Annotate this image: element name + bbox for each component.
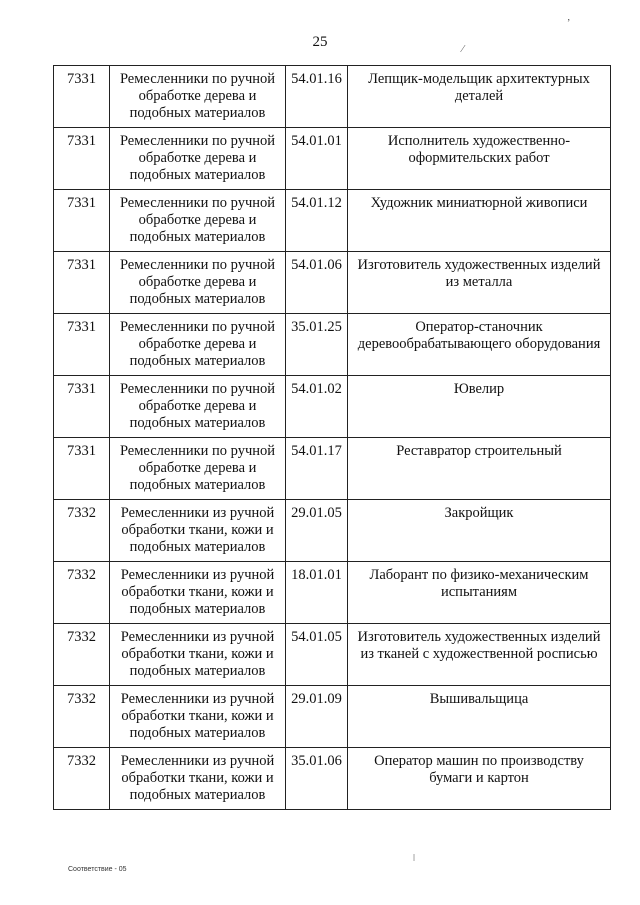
occupation-group-cell: Ремесленники по ручной обработке дерева и подобных материалов — [110, 314, 286, 376]
occupation-group-cell: Ремесленники по ручной обработке дерева и подобных материалов — [110, 190, 286, 252]
occupation-group-cell: Ремесленники из ручной обработки ткани, кожи и подобных материалов — [110, 562, 286, 624]
occupation-code-cell: 7331 — [54, 314, 110, 376]
occupation-group-cell: Ремесленники из ручной обработки ткани, кожи и подобных материалов — [110, 500, 286, 562]
profession-name-cell: Изготовитель художественных изделий из тканей с художественной росписью — [348, 624, 611, 686]
occupation-group-cell: Ремесленники из ручной обработки ткани, кожи и подобных материалов — [110, 624, 286, 686]
profession-number-cell: 29.01.05 — [286, 500, 348, 562]
profession-name-cell: Реставратор строительный — [348, 438, 611, 500]
occupation-code-cell: 7332 — [54, 562, 110, 624]
occupation-table — [53, 65, 611, 810]
profession-number-cell: 18.01.01 — [286, 562, 348, 624]
occupation-code-cell: 7331 — [54, 128, 110, 190]
occupation-group-cell: Ремесленники по ручной обработке дерева и подобных материалов — [110, 66, 286, 128]
occupation-code-cell: 7332 — [54, 686, 110, 748]
occupation-code-cell: 7331 — [54, 376, 110, 438]
profession-number-cell: 54.01.02 — [286, 376, 348, 438]
table-row — [54, 252, 611, 314]
profession-name-cell: Лаборант по физико-механическим испытаниям — [348, 562, 611, 624]
profession-name-cell: Изготовитель художественных изделий из металла — [348, 252, 611, 314]
table-row — [54, 128, 611, 190]
occupation-group-cell: Ремесленники по ручной обработке дерева и подобных материалов — [110, 252, 286, 314]
footer-note: Соответствие - 05 — [68, 866, 127, 873]
scan-speck: ⁄ — [462, 44, 464, 55]
table-row — [54, 562, 611, 624]
table-row — [54, 190, 611, 252]
occupation-code-cell: 7332 — [54, 624, 110, 686]
occupation-code-cell: 7331 — [54, 190, 110, 252]
table-row — [54, 624, 611, 686]
profession-name-cell: Ювелир — [348, 376, 611, 438]
profession-name-cell: Вышивальщица — [348, 686, 611, 748]
occupation-code-cell: 7332 — [54, 500, 110, 562]
table-row — [54, 500, 611, 562]
profession-name-cell: Закройщик — [348, 500, 611, 562]
occupation-code-cell: 7331 — [54, 66, 110, 128]
profession-number-cell: 54.01.05 — [286, 624, 348, 686]
profession-name-cell: Оператор машин по производству бумаги и картон — [348, 748, 611, 810]
profession-name-cell: Лепщик-модельщик архитектурных деталей — [348, 66, 611, 128]
profession-number-cell: 54.01.16 — [286, 66, 348, 128]
profession-number-cell: 54.01.17 — [286, 438, 348, 500]
table-row — [54, 314, 611, 376]
table-row — [54, 438, 611, 500]
table-row — [54, 66, 611, 128]
profession-number-cell: 29.01.09 — [286, 686, 348, 748]
table-row — [54, 748, 611, 810]
table-row — [54, 376, 611, 438]
occupation-group-cell: Ремесленники из ручной обработки ткани, кожи и подобных материалов — [110, 748, 286, 810]
scan-speck: ʼ — [567, 18, 571, 29]
occupation-code-cell: 7331 — [54, 252, 110, 314]
profession-name-cell: Художник миниатюрной живописи — [348, 190, 611, 252]
occupation-group-cell: Ремесленники по ручной обработке дерева и подобных материалов — [110, 128, 286, 190]
profession-number-cell: 54.01.01 — [286, 128, 348, 190]
page-number: 25 — [312, 34, 328, 50]
profession-number-cell: 35.01.06 — [286, 748, 348, 810]
profession-number-cell: 54.01.12 — [286, 190, 348, 252]
scan-speck: ǀ — [413, 853, 416, 864]
table-row — [54, 686, 611, 748]
occupation-group-cell: Ремесленники по ручной обработке дерева и подобных материалов — [110, 438, 286, 500]
occupation-code-cell: 7331 — [54, 438, 110, 500]
profession-number-cell: 35.01.25 — [286, 314, 348, 376]
profession-name-cell: Исполнитель художественно-оформительских работ — [348, 128, 611, 190]
occupation-group-cell: Ремесленники из ручной обработки ткани, кожи и подобных материалов — [110, 686, 286, 748]
profession-number-cell: 54.01.06 — [286, 252, 348, 314]
occupation-code-cell: 7332 — [54, 748, 110, 810]
occupation-group-cell: Ремесленники по ручной обработке дерева и подобных материалов — [110, 376, 286, 438]
profession-name-cell: Оператор-станочник деревообрабатывающего оборудования — [348, 314, 611, 376]
